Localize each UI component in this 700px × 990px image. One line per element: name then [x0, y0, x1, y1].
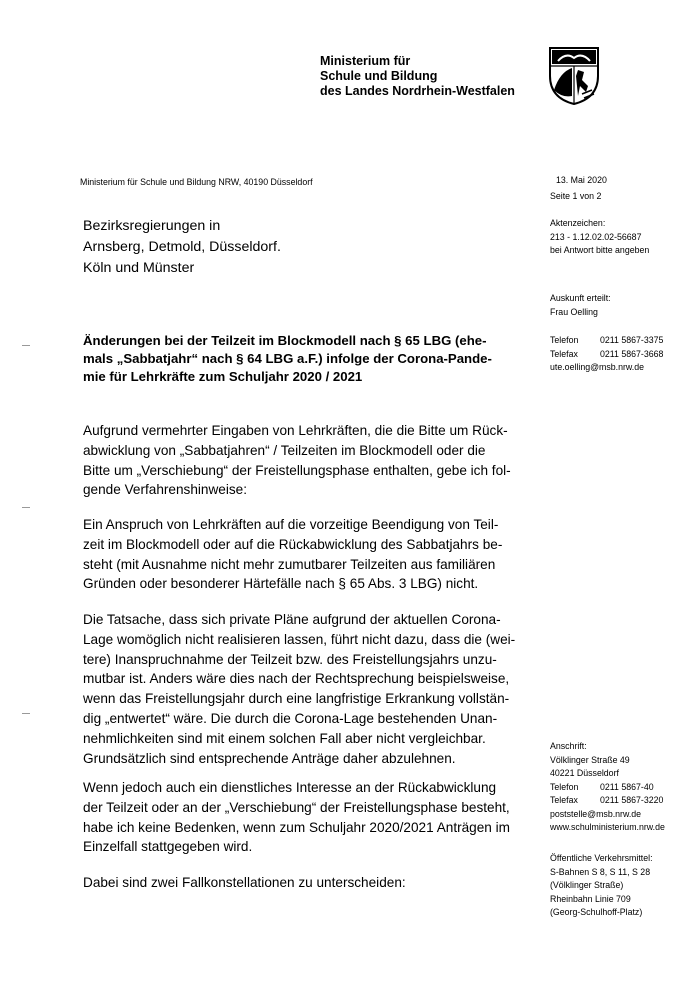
address-block [550, 740, 665, 835]
body-line: Die Tatsache, dass sich private Pläne aufgrund der aktuellen Corona- [83, 612, 501, 627]
contact-phone-row [550, 334, 663, 348]
body-line: Dabei sind zwei Fallkonstellationen zu unterscheiden: [83, 875, 406, 890]
fold-mark [22, 345, 30, 346]
punch-mark [22, 507, 30, 508]
fax-number: 0211 5867-3220 [600, 795, 664, 805]
body-line: gende Verfahrenshinweise: [83, 482, 247, 498]
contact-details [550, 334, 663, 375]
reference-value: 213 - 1.12.02.02-56687 [550, 231, 642, 242]
fax-label: Telefax [550, 795, 578, 805]
contact-name: Frau Oelling [550, 306, 598, 317]
contact-label: Auskunft erteilt: [550, 293, 611, 303]
recipient-line: Bezirksregierungen in [83, 218, 221, 234]
transport-block [550, 852, 653, 920]
body-line: Grundsätzlich sind entsprechende Anträge daher abzulehnen. [83, 750, 456, 766]
body-line: habe ich keine Bedenken, wenn zum Schuljahr 2020/2021 Anträgen im [83, 819, 510, 835]
recipient-line: Köln und Münster [83, 260, 195, 276]
address-city: 40221 Düsseldorf [550, 768, 619, 778]
address-email[interactable]: poststelle@msb.nrw.de [550, 808, 642, 819]
reference-note: bei Antwort bitte angeben [550, 245, 650, 255]
contact-block [550, 292, 611, 319]
page-indicator: Seite 1 von 2 [550, 191, 602, 201]
body-line: dig „entwertet“ wäre. Die durch die Corona-Lage bestehenden Unan- [83, 710, 498, 726]
transport-label: Öffentliche Verkehrsmittel: [550, 853, 653, 863]
letter-date: 13. Mai 2020 [556, 175, 607, 185]
body-line: mutbar ist. Anders wäre dies nach der Rechtsprechung beispielsweise, [83, 671, 510, 687]
body-line: Einzelfall stattgegeben wird. [83, 839, 253, 855]
body-line: wenn das Freistellungsjahr durch eine langfristige Erkrankung vollstän- [83, 691, 510, 707]
ministry-line: Ministerium für [320, 54, 411, 68]
subject-line: Änderungen bei der Teilzeit im Blockmodell nach § 65 LBG (ehe- [83, 333, 487, 348]
body-line: Wenn jedoch auch ein dienstliches Interesse an der Rückabwicklung [83, 780, 497, 795]
recipient-address [83, 216, 281, 279]
fax-number: 0211 5867-3668 [600, 348, 664, 359]
subject-line: mals „Sabbatjahr“ nach § 64 LBG a.F.) infolge der Corona-Pande- [83, 351, 492, 366]
subject-line: mie für Lehrkräfte zum Schuljahr 2020 / 2021 [83, 369, 363, 384]
fax-label: Telefax [550, 348, 578, 359]
address-web[interactable]: www.schulministerium.nrw.de [550, 822, 665, 832]
fold-mark [22, 713, 30, 714]
body-line: Lage womöglich nicht realisieren lassen, führt nicht dazu, dass die (wei- [83, 631, 516, 647]
recipient-line: Arnsberg, Detmold, Düsseldorf. [83, 239, 281, 255]
body-paragraph [83, 515, 533, 594]
ministry-line: Schule und Bildung [320, 69, 438, 83]
body-line: Ein Anspruch von Lehrkräften auf die vorzeitige Beendigung von Teil- [83, 517, 499, 532]
body-line: der Teilzeit oder an der „Verschiebung“ der Freistellungsphase besteht, [83, 799, 510, 815]
phone-label: Telefon [550, 335, 579, 345]
body-paragraph [83, 610, 533, 768]
body-line: steht (mit Ausnahme nicht mehr zumutbarer Teilzeiten aus familiären [83, 556, 496, 572]
body-paragraph [83, 873, 533, 893]
body-paragraph [83, 778, 533, 857]
address-phone-row [550, 781, 665, 795]
contact-fax-row [550, 348, 663, 362]
transport-line: S-Bahnen S 8, S 11, S 28 [550, 866, 651, 877]
body-line: tere) Inanspruchnahme der Teilzeit bzw. des Freistellungsjahrs unzu- [83, 651, 497, 667]
transport-line: Rheinbahn Linie 709 [550, 893, 631, 904]
contact-email[interactable]: ute.oelling@msb.nrw.de [550, 362, 645, 372]
transport-line: (Georg-Schulhoff-Platz) [550, 907, 643, 917]
address-label: Anschrift: [550, 741, 587, 751]
body-line: zeit im Blockmodell oder auf die Rückabwicklung des Sabbatjahrs be- [83, 536, 503, 552]
body-line: Aufgrund vermehrter Eingaben von Lehrkräften, die die Bitte um Rück- [83, 423, 508, 438]
subject-heading [83, 332, 525, 386]
address-street: Völklinger Straße 49 [550, 754, 630, 765]
body-paragraph [83, 421, 533, 500]
sender-line: Ministerium für Schule und Bildung NRW, 40190 Düsseldorf [80, 177, 313, 187]
nrw-coat-of-arms-icon [548, 46, 600, 106]
reference-block [550, 217, 649, 258]
body-line: Gründen oder besonderer Härtefälle nach § 65 Abs. 3 LBG) nicht. [83, 576, 479, 592]
reference-label: Aktenzeichen: [550, 218, 606, 228]
body-line: nehmlichkeiten sind mit einem solchen Fall aber nicht vergleichbar. [83, 730, 486, 746]
transport-line: (Völklinger Straße) [550, 880, 624, 890]
body-line: abwicklung von „Sabbatjahren“ / Teilzeiten im Blockmodell oder die [83, 442, 486, 458]
ministry-line: des Landes Nordrhein-Westfalen [320, 84, 515, 98]
body-line: Bitte um „Verschiebung“ der Freistellungsphase enthalten, gebe ich fol- [83, 462, 511, 478]
phone-label: Telefon [550, 781, 579, 792]
phone-number: 0211 5867-3375 [600, 335, 664, 345]
ministry-letterhead [320, 54, 515, 99]
address-fax-row [550, 794, 665, 808]
phone-number: 0211 5867-40 [600, 781, 654, 792]
